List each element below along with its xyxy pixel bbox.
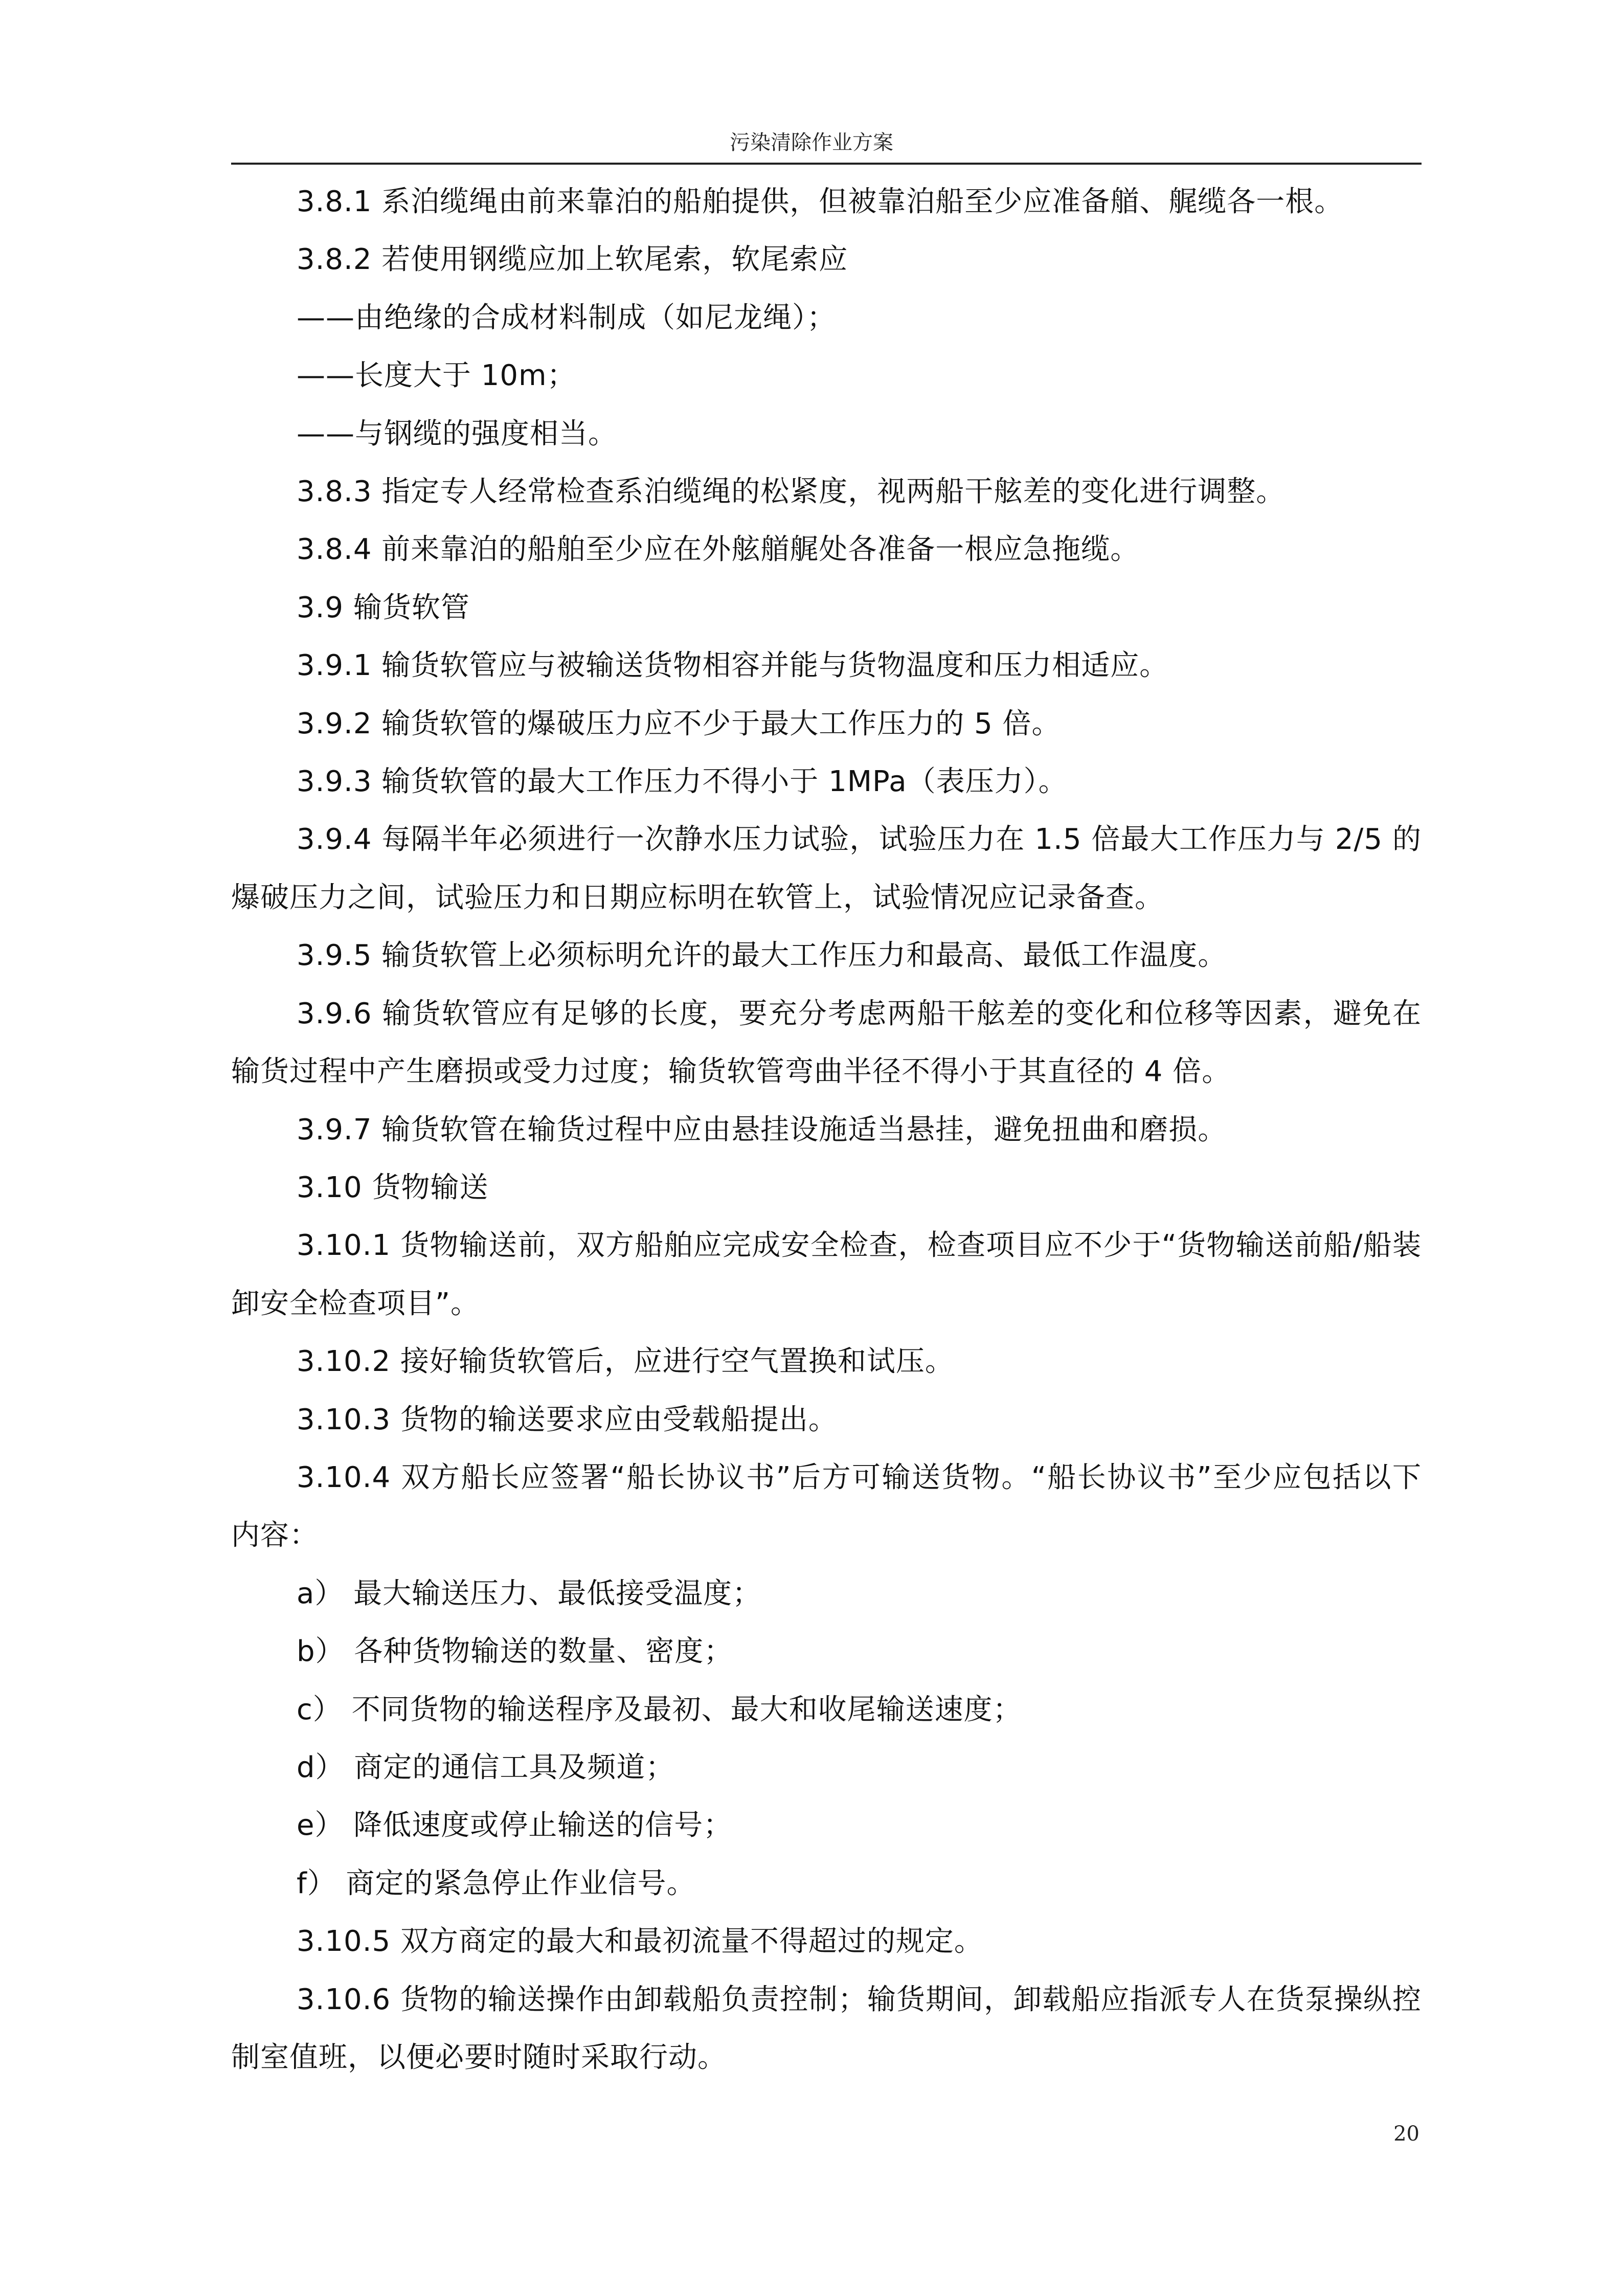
list-item-e: e） 降低速度或停止输送的信号； — [297, 1809, 733, 1842]
paragraph-3-9-5: 3.9.5 输货软管上必须标明允许的最大工作压力和最高、最低工作温度。 — [297, 939, 1227, 973]
page-header-title: 污染清除作业方案 — [730, 131, 893, 154]
list-dash-item: ——由绝缘的合成材料制成（如尼龙绳）； — [297, 301, 836, 334]
paragraph-3-8-1: 3.8.1 系泊缆绳由前来靠泊的船舶提供，但被靠泊船至少应准备艏、艉缆各一根。 — [297, 185, 1344, 218]
paragraph-3-9-2: 3.9.2 输货软管的爆破压力应不少于最大工作压力的 5 倍。 — [297, 707, 1061, 740]
paragraph-3-8-3: 3.8.3 指定专人经常检查系泊缆绳的松紧度，视两船干舷差的变化进行调整。 — [297, 475, 1286, 509]
list-dash-item: ——长度大于 10m； — [297, 359, 576, 393]
document-body — [231, 173, 1422, 2086]
section-heading-3-9: 3.9 输货软管 — [297, 591, 470, 624]
paragraph-3-9-1: 3.9.1 输货软管应与被输送货物相容并能与货物温度和压力相适应。 — [297, 649, 1169, 683]
list-item-a: a） 最大输送压力、最低接受温度； — [297, 1577, 762, 1610]
paragraph-3-8-2: 3.8.2 若使用钢缆应加上软尾索，软尾索应 — [297, 243, 848, 277]
paragraph-3-9-6: 3.9.6 输货软管应有足够的长度，要充分考虑两船干舷差的变化和位移等因素，避免在输货过程中产生磨损或受力过度；输货软管弯曲半径不得小于其直径的 4 倍。 — [231, 997, 1422, 1089]
page-number: 20 — [1393, 2122, 1419, 2146]
paragraph-3-8-4: 3.8.4 前来靠泊的船舶至少应在外舷艏艉处各准备一根应急拖缆。 — [297, 533, 1140, 567]
paragraph-3-10-3: 3.10.3 货物的输送要求应由受载船提出。 — [297, 1403, 838, 1436]
paragraph-3-10-1: 3.10.1 货物输送前，双方船舶应完成安全检查，检查项目应不少于“货物输送前船/船装卸安全检查项目”。 — [231, 1229, 1422, 1320]
paragraph-3-9-7: 3.9.7 输货软管在输货过程中应由悬挂设施适当悬挂，避免扭曲和磨损。 — [297, 1113, 1227, 1146]
paragraph-3-10-2: 3.10.2 接好输货软管后，应进行空气置换和试压。 — [297, 1345, 954, 1379]
list-item-b: b） 各种货物输送的数量、密度； — [297, 1635, 733, 1669]
paragraph-3-10-6: 3.10.6 货物的输送操作由卸载船负责控制；输货期间，卸载船应指派专人在货泵操纵控制室值班，以便必要时随时采取行动。 — [231, 1983, 1422, 2074]
paragraph-3-9-4: 3.9.4 每隔半年必须进行一次静水压力试验，试验压力在 1.5 倍最大工作压力与 2/5 的爆破压力之间，试验压力和日期应标明在软管上，试验情况应记录备查。 — [231, 823, 1422, 914]
paragraph-3-9-3: 3.9.3 输货软管的最大工作压力不得小于 1MPa（表压力）。 — [297, 765, 1068, 799]
paragraph-3-10-5: 3.10.5 双方商定的最大和最初流量不得超过的规定。 — [297, 1925, 983, 1959]
list-item-f: f） 商定的紧急停止作业信号。 — [297, 1866, 696, 1900]
section-heading-3-10: 3.10 货物输送 — [297, 1170, 489, 1204]
list-item-d: d） 商定的通信工具及频道； — [297, 1750, 675, 1784]
list-item-c: c） 不同货物的输送程序及最初、最大和收尾输送速度； — [297, 1693, 1022, 1726]
header-divider — [231, 163, 1422, 165]
paragraph-3-10-4: 3.10.4 双方船长应签署“船长协议书”后方可输送货物。“船长协议书”至少应包括以下内容： — [231, 1460, 1422, 1552]
list-dash-item: ——与钢缆的强度相当。 — [297, 417, 617, 451]
